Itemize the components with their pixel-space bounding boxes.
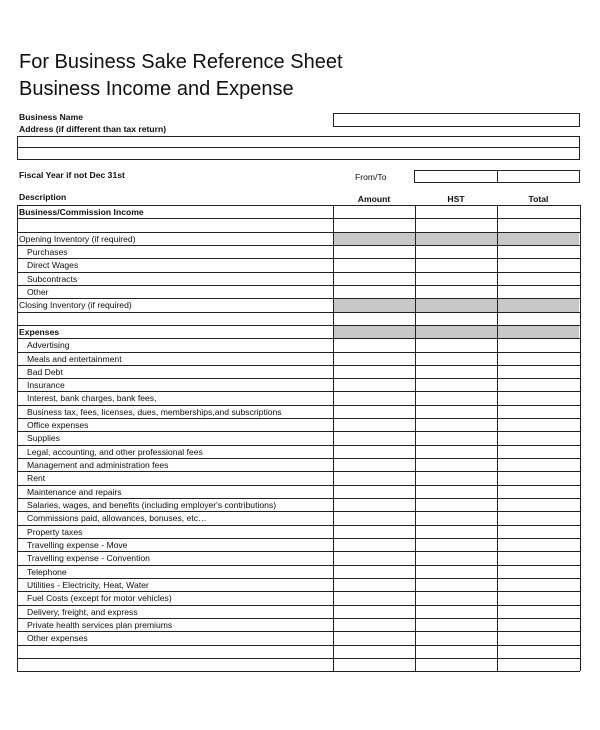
table-row-line — [17, 578, 580, 579]
total-cell[interactable] — [498, 472, 580, 483]
from-to-label: From/To — [355, 172, 387, 182]
table-row-line — [17, 365, 580, 366]
total-cell[interactable] — [498, 246, 580, 257]
section-heading: Business/Commission Income — [19, 207, 144, 217]
amount-cell[interactable] — [334, 206, 415, 217]
total-cell[interactable] — [498, 566, 580, 577]
table-row-line — [17, 671, 580, 672]
amount-cell[interactable] — [334, 432, 415, 443]
table-row-line — [17, 645, 580, 646]
hst-cell[interactable] — [416, 499, 497, 510]
hst-cell[interactable] — [416, 286, 497, 297]
hst-header: HST — [447, 194, 465, 204]
row-label: Interest, bank charges, bank fees, — [27, 393, 157, 404]
fiscal-year-label: Fiscal Year if not Dec 31st — [19, 170, 125, 180]
table-row-line — [17, 285, 580, 286]
row-label: Meals and entertainment — [27, 353, 122, 364]
amount-cell[interactable] — [334, 286, 415, 297]
total-cell[interactable] — [498, 539, 580, 550]
amount-cell[interactable] — [334, 353, 415, 364]
page-subtitle: Business Income and Expense — [19, 78, 294, 100]
row-label: Other expenses — [27, 633, 88, 644]
table-row-line — [17, 258, 580, 259]
fiscal-to-field[interactable] — [497, 170, 580, 183]
table-row-line — [17, 631, 580, 632]
amount-cell[interactable] — [334, 419, 415, 430]
total-cell[interactable] — [498, 619, 580, 630]
amount-cell[interactable] — [334, 552, 415, 563]
amount-cell[interactable] — [334, 486, 415, 497]
fiscal-from-field[interactable] — [414, 170, 498, 183]
amount-cell[interactable] — [334, 526, 415, 537]
row-label: Telephone — [27, 566, 67, 577]
row-label: Delivery, freight, and express — [27, 606, 138, 617]
row-label: Rent — [27, 473, 46, 484]
hst-cell[interactable] — [416, 219, 497, 230]
table-column-line — [333, 205, 334, 671]
hst-cell[interactable] — [416, 339, 497, 350]
hst-cell[interactable] — [416, 353, 497, 364]
table-row-line — [17, 525, 580, 526]
table-row-line — [17, 458, 580, 459]
total-cell[interactable] — [498, 632, 580, 643]
table-row-line — [17, 338, 580, 339]
shaded-cells — [333, 299, 579, 311]
row-label: Travelling expense - Move — [27, 540, 128, 550]
table-row-line — [17, 418, 580, 419]
row-label: Salaries, wages, and benefits (including employer's contributions) — [27, 500, 277, 511]
amount-cell[interactable] — [334, 472, 415, 483]
table-row-line — [17, 312, 580, 313]
table-row-line — [17, 272, 580, 273]
row-label: Closing Inventory (if required) — [19, 300, 132, 311]
table-row-line — [17, 445, 580, 446]
table-row-line — [17, 511, 580, 512]
table-row-line — [17, 565, 580, 566]
table-column-line — [17, 205, 18, 671]
total-cell[interactable] — [498, 339, 580, 350]
amount-cell[interactable] — [334, 619, 415, 630]
row-label: Property taxes — [27, 526, 83, 537]
row-label: Subcontracts — [27, 273, 78, 284]
table-row-line — [17, 245, 580, 246]
total-cell[interactable] — [498, 646, 580, 657]
total-cell[interactable] — [498, 459, 580, 470]
hst-cell[interactable] — [416, 579, 497, 590]
hst-cell[interactable] — [416, 259, 497, 270]
total-cell[interactable] — [498, 313, 580, 324]
table-row-line — [17, 218, 580, 219]
address-field-line2[interactable] — [17, 147, 580, 160]
shaded-cells — [333, 233, 579, 245]
amount-cell[interactable] — [334, 566, 415, 577]
hst-cell[interactable] — [416, 432, 497, 443]
total-cell[interactable] — [498, 259, 580, 270]
table-row-line — [17, 298, 580, 299]
total-cell[interactable] — [498, 446, 580, 457]
table-row-line — [17, 391, 580, 392]
total-cell[interactable] — [498, 592, 580, 603]
amount-cell[interactable] — [334, 406, 415, 417]
amount-cell[interactable] — [334, 592, 415, 603]
amount-cell[interactable] — [334, 392, 415, 403]
row-label: Maintenance and repairs — [27, 486, 122, 497]
table-column-line — [415, 205, 416, 671]
amount-header: Amount — [357, 194, 391, 204]
table-row-line — [17, 498, 580, 499]
total-cell[interactable] — [498, 499, 580, 510]
total-cell[interactable] — [498, 606, 580, 617]
hst-cell[interactable] — [416, 246, 497, 257]
amount-cell[interactable] — [334, 219, 415, 230]
table-row-line — [17, 352, 580, 353]
total-cell[interactable] — [498, 273, 580, 284]
amount-cell[interactable] — [334, 646, 415, 657]
hst-cell[interactable] — [416, 419, 497, 430]
hst-cell[interactable] — [416, 566, 497, 577]
total-header: Total — [528, 194, 549, 204]
hst-cell[interactable] — [416, 619, 497, 630]
total-cell[interactable] — [498, 579, 580, 590]
row-label: Supplies — [27, 433, 60, 444]
total-cell[interactable] — [498, 392, 580, 403]
amount-cell[interactable] — [334, 579, 415, 590]
hst-cell[interactable] — [416, 659, 497, 670]
table-row-line — [17, 551, 580, 552]
total-cell[interactable] — [498, 419, 580, 430]
hst-cell[interactable] — [416, 512, 497, 523]
hst-cell[interactable] — [416, 206, 497, 217]
hst-cell[interactable] — [416, 592, 497, 603]
table-row-line — [17, 618, 580, 619]
table-row-line — [17, 538, 580, 539]
total-cell[interactable] — [498, 486, 580, 497]
hst-cell[interactable] — [416, 646, 497, 657]
business-name-label: Business Name — [19, 112, 84, 122]
row-label: Legal, accounting, and other professional fees — [27, 446, 203, 457]
total-cell[interactable] — [498, 512, 580, 523]
table-row-line — [17, 658, 580, 659]
hst-cell[interactable] — [416, 446, 497, 457]
total-cell[interactable] — [498, 219, 580, 230]
row-label: Office expenses — [27, 420, 89, 431]
total-cell[interactable] — [498, 366, 580, 377]
hst-cell[interactable] — [416, 392, 497, 403]
table-column-line — [580, 205, 581, 671]
table-row-line — [17, 591, 580, 592]
amount-cell[interactable] — [334, 246, 415, 257]
row-label: Other — [27, 286, 49, 297]
table-row-line — [17, 378, 580, 379]
row-label: Utilities - Electricity, Heat, Water — [27, 579, 149, 590]
amount-cell[interactable] — [334, 446, 415, 457]
address-label: Address (if different than tax return) — [19, 124, 167, 134]
hst-cell[interactable] — [416, 366, 497, 377]
amount-cell[interactable] — [334, 339, 415, 350]
page-title: For Business Sake Reference Sheet — [19, 51, 343, 73]
row-label: Purchases — [27, 246, 68, 257]
row-label: Travelling expense - Convention — [27, 553, 150, 564]
amount-cell[interactable] — [334, 313, 415, 324]
amount-cell[interactable] — [334, 659, 415, 670]
table-row-line — [17, 405, 580, 406]
total-cell[interactable] — [498, 406, 580, 417]
table-row-line — [17, 325, 580, 326]
hst-cell[interactable] — [416, 632, 497, 643]
amount-cell[interactable] — [334, 259, 415, 270]
total-cell[interactable] — [498, 206, 580, 217]
row-label: Management and administration fees — [27, 460, 169, 471]
amount-cell[interactable] — [334, 539, 415, 550]
total-cell[interactable] — [498, 353, 580, 364]
hst-cell[interactable] — [416, 273, 497, 284]
total-cell[interactable] — [498, 526, 580, 537]
row-label: Fuel Costs (except for motor vehicles) — [27, 593, 172, 604]
row-label: Opening Inventory (if required) — [19, 233, 136, 244]
row-label: Advertising — [27, 340, 70, 351]
table-row-line — [17, 471, 580, 472]
row-label: Insurance — [27, 380, 65, 391]
hst-cell[interactable] — [416, 486, 497, 497]
hst-cell[interactable] — [416, 606, 497, 617]
shaded-cells — [333, 326, 579, 338]
total-cell[interactable] — [498, 552, 580, 563]
description-header: Description — [19, 192, 67, 202]
table-row-line — [17, 485, 580, 486]
amount-cell[interactable] — [334, 632, 415, 643]
total-cell[interactable] — [498, 432, 580, 443]
amount-cell[interactable] — [334, 366, 415, 377]
row-label: Commissions paid, allowances, bonuses, etc… — [27, 513, 207, 524]
table-row-line — [17, 232, 580, 233]
hst-cell[interactable] — [416, 313, 497, 324]
table-row-line — [17, 605, 580, 606]
hst-cell[interactable] — [416, 472, 497, 483]
row-label: Direct Wages — [27, 260, 79, 271]
business-name-field[interactable] — [333, 113, 580, 127]
table-row-line — [17, 205, 580, 206]
amount-cell[interactable] — [334, 459, 415, 470]
hst-cell[interactable] — [416, 526, 497, 537]
hst-cell[interactable] — [416, 406, 497, 417]
amount-cell[interactable] — [334, 379, 415, 390]
total-cell[interactable] — [498, 286, 580, 297]
row-label: Business tax, fees, licenses, dues, memberships,and subscriptions — [27, 406, 282, 417]
row-label: Bad Debt — [27, 366, 63, 377]
total-cell[interactable] — [498, 659, 580, 670]
amount-cell[interactable] — [334, 606, 415, 617]
amount-cell[interactable] — [334, 499, 415, 510]
hst-cell[interactable] — [416, 459, 497, 470]
amount-cell[interactable] — [334, 273, 415, 284]
table-row-line — [17, 431, 580, 432]
total-cell[interactable] — [498, 379, 580, 390]
hst-cell[interactable] — [416, 552, 497, 563]
amount-cell[interactable] — [334, 512, 415, 523]
hst-cell[interactable] — [416, 539, 497, 550]
hst-cell[interactable] — [416, 379, 497, 390]
section-heading: Expenses — [19, 326, 60, 337]
table-column-line — [497, 205, 498, 671]
row-label: Private health services plan premiums — [27, 619, 173, 630]
